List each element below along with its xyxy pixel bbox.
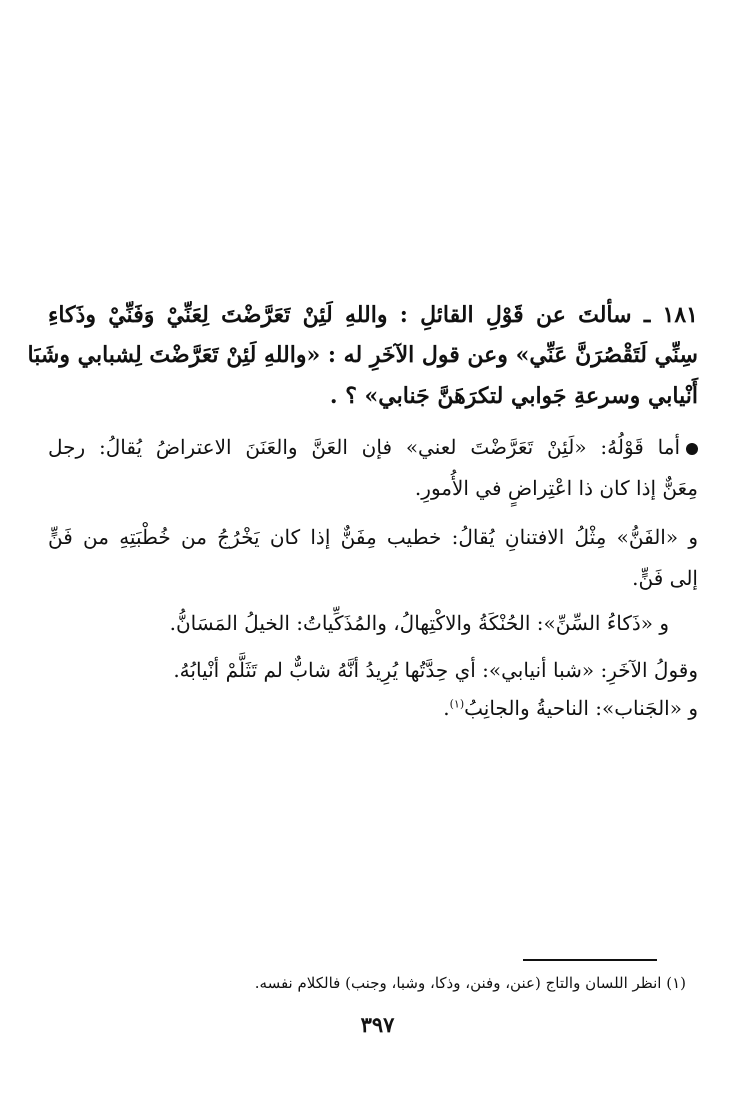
paragraph-1-line-2: مِعَنٌّ إذا كان ذا اعْتِراضٍ في الأُمورِ. [414, 476, 698, 500]
paragraph-5-text: و «الجَناب»: الناحيةُ والجانِبُ [464, 696, 698, 720]
page-number: ٣٩٧ [360, 1012, 395, 1037]
bullet-icon [686, 443, 698, 455]
paragraph-5-end: . [443, 696, 450, 720]
paragraph-5-line-1 [48, 698, 698, 718]
paragraph-3-line-1: و «ذَكاءُ السِّنِّ»: الحُنْكَةُ والاكْتِهالُ، والمُذَكِّياتُ: الخيلُ المَسَانُّ. [169, 611, 669, 635]
entry-line-3: أَنْيابي وسرعةِ جَوابي لتكرَهَنَّ جَنابي» ؟ . [329, 383, 698, 409]
entry-line-2: سِنِّي لَتَقْصُرَنَّ عَنِّي» وعن قول الآخَرِ له : «واللهِ لَئِنْ تَعَرَّضْتَ لِشبابي وشَبَا [27, 342, 698, 368]
paragraph-4-line-1: وقولُ الآخَرِ: «شبا أنيابي»: أي حِدَّتُها يُرِيدُ أنَّهُ شابٌّ لم تَثَلَّمْ أنْيابُهُ. [173, 658, 698, 682]
paragraph-1-text: أما قَوْلُهُ: «لَئِنْ تَعَرَّضْتَ لعني» فإن العَنَّ والعَنَنَ الاعتراضُ يُقالُ: رجل [48, 435, 680, 459]
footnote: (١) انظر اللسان والتاج (عنن، وفنن، وذكا، وشبا، وجنب) فالكلام نفسه. [254, 974, 686, 992]
paragraph-2-line-1: و «الفَنُّ» مِثْلُ الافتنانِ يُقالُ: خطيب مِفَنٌّ إذا كان يَخْرُجُ من خُطْبَتِهِ من فَنٍّ [48, 525, 698, 549]
footnote-divider [523, 959, 657, 961]
paragraph-2-line-2: إلى فَنٍّ. [632, 566, 698, 590]
entry-line-1: ١٨١ ـ سألتَ عن قَوْلِ القائلِ : واللهِ لَئِنْ تَعَرَّضْتَ لِعَنِّيْ وَفَنِّيْ وذَكاءِ [48, 302, 698, 328]
footnote-marker: (١) [449, 697, 465, 711]
paragraph-1-line-1 [48, 437, 698, 457]
